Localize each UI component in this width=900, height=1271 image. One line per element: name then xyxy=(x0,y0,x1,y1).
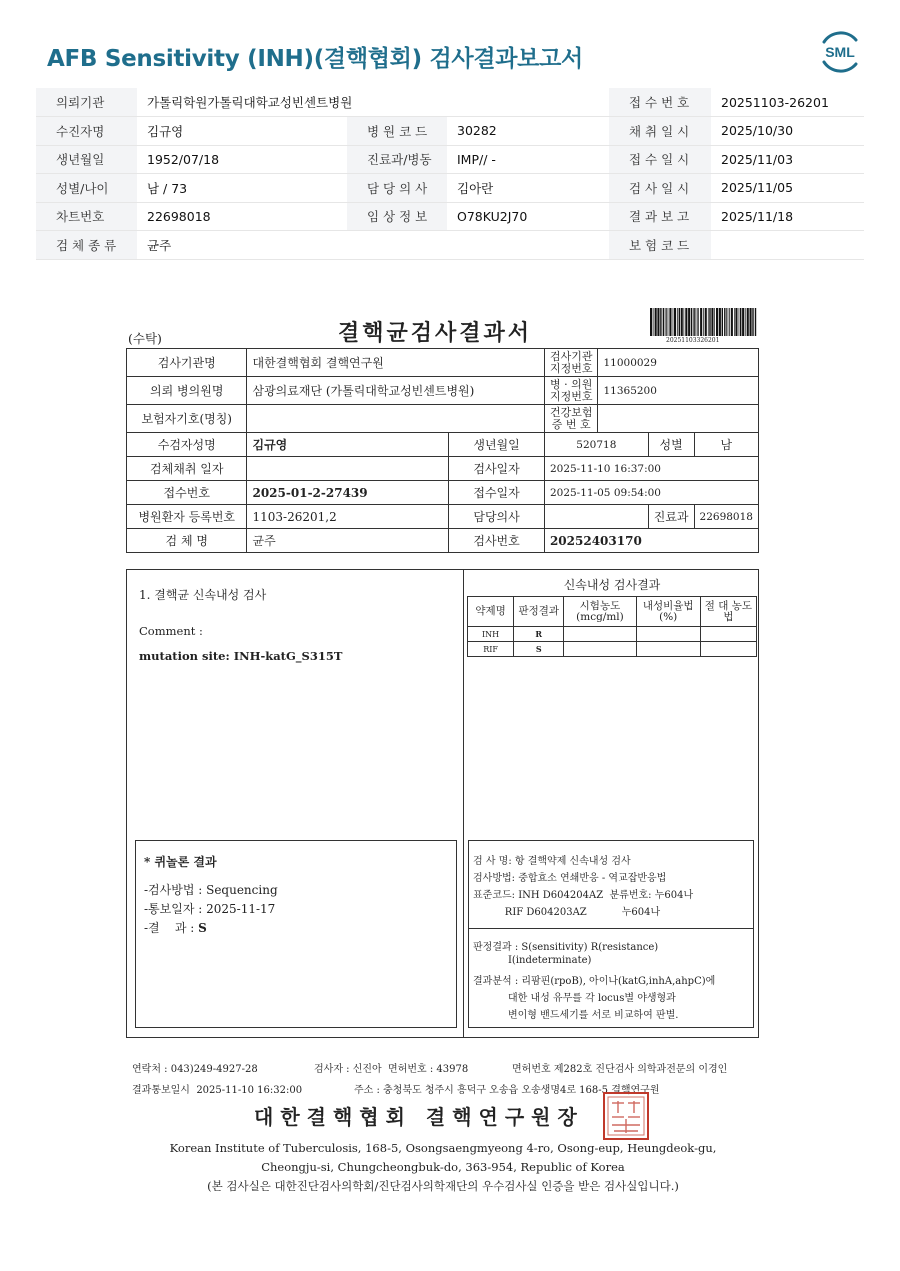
examiner: 검사자 : 신진아 면허번호 : 43978 xyxy=(314,1064,469,1075)
comment-label: Comment : xyxy=(139,624,203,638)
hdr-label: 접수번호 xyxy=(127,481,247,505)
left-panel xyxy=(127,570,462,1037)
result-body xyxy=(126,569,759,1038)
info-label: 보 험 코 드 xyxy=(609,231,711,260)
address: 주소 : 충청북도 청주시 흥덕구 오송읍 오송생명4로 168-5 결핵연구원 xyxy=(354,1085,660,1096)
info-value: 균주 xyxy=(137,231,609,260)
info-line: 검사방법: 중합효소 연쇄반응 - 역교잡반응법 xyxy=(473,873,667,884)
hdr-value: 22698018 xyxy=(694,505,758,529)
drug-name: RIF xyxy=(468,642,514,657)
hdr-value: 삼광의료재단 (가톨릭대학교성빈센트병원) xyxy=(247,377,544,405)
info-label: 담 당 의 사 xyxy=(347,174,447,203)
hdr-value xyxy=(598,405,759,433)
info-value: 2025/11/18 xyxy=(711,202,864,231)
table-row xyxy=(468,642,757,657)
table-row xyxy=(468,627,757,642)
susceptibility-table xyxy=(467,596,757,657)
drug-result: S xyxy=(514,642,564,657)
specialist: 면허번호 제282호 진단검사 의학과전문의 이경인 xyxy=(512,1064,728,1075)
info-label: 병 원 코 드 xyxy=(347,117,447,146)
method-info-box xyxy=(468,840,754,1028)
svg-text:SML: SML xyxy=(825,44,855,60)
info-row xyxy=(36,202,864,231)
info-row xyxy=(36,145,864,174)
info-label: 수진자명 xyxy=(36,117,137,146)
contact: 연락처 : 043)249-4927-28 xyxy=(132,1064,258,1075)
info-value xyxy=(711,231,864,260)
info-label: 임 상 정 보 xyxy=(347,202,447,231)
info-line: 판정결과 : S(sensitivity) R(resistance) xyxy=(473,942,659,953)
hdr-value: 520718 xyxy=(544,433,648,457)
info-value: 30282 xyxy=(447,117,609,146)
results-title: 신속내성 검사결과 xyxy=(563,578,661,592)
document-title: 결핵균검사결과서 xyxy=(338,320,533,346)
info-line: 변이형 밴드세기를 서로 비교하여 판별. xyxy=(473,1010,679,1021)
info-line: I(indeterminate) xyxy=(473,955,592,966)
hdr-value: 대한결핵협회 결핵연구원 xyxy=(247,349,544,377)
info-label: 검 체 종 류 xyxy=(36,231,137,260)
patient-info-table xyxy=(36,88,864,260)
patient-name: 김규영 xyxy=(247,433,449,457)
info-label: 진료과/병동 xyxy=(347,145,447,174)
info-label: 접 수 번 호 xyxy=(609,88,711,117)
info-value: 1952/07/18 xyxy=(137,145,347,174)
quinolone-method: -검사방법 : Sequencing xyxy=(144,883,278,897)
hdr-label: 접수일자 xyxy=(449,481,545,505)
drug-result: R xyxy=(514,627,564,642)
right-panel xyxy=(463,570,759,1037)
hdr-label: 의뢰 병의원명 xyxy=(127,377,247,405)
quinolone-date: -통보일자 : 2025-11-17 xyxy=(144,902,276,916)
hdr-label: 검사기관 지정번호 xyxy=(544,349,598,377)
hdr-label: 진료과 xyxy=(648,505,694,529)
info-line: 결과분석 : 리팜핀(rpoB), 아이나(katG,inhA,ahpC)에 xyxy=(473,976,716,987)
scanned-result-document xyxy=(126,306,760,1196)
english-address-line2: Cheongju-si, Chungcheongbuk-do, 363-954, Republic of Korea xyxy=(261,1160,625,1174)
hdr-label: 검사일자 xyxy=(449,457,545,481)
hdr-value xyxy=(544,505,648,529)
drug-name: INH xyxy=(468,627,514,642)
quinolone-result: -결 과 : S xyxy=(144,921,207,935)
hdr-label: 보험자기호(명칭) xyxy=(127,405,247,433)
test-number: 20252403170 xyxy=(544,529,758,553)
hdr-value: 2025-11-10 16:37:00 xyxy=(544,457,758,481)
info-label: 성별/나이 xyxy=(36,174,137,203)
barcode xyxy=(649,308,757,338)
report-title: AFB Sensitivity (INH)(결핵협회) 검사결과보고서 xyxy=(47,46,583,72)
hdr-label: 담당의사 xyxy=(449,505,545,529)
hdr-label: 검체채취 일자 xyxy=(127,457,247,481)
info-value: 김아란 xyxy=(447,174,609,203)
hdr-label: 검사번호 xyxy=(449,529,545,553)
english-address-line1: Korean Institute of Tuberculosis, 168-5, Osongsaengmyeong 4-ro, Osong-eup, Heungdeok-gu, xyxy=(169,1141,717,1155)
hdr-label: 수검자성명 xyxy=(127,433,247,457)
info-value: IMP// - xyxy=(447,145,609,174)
info-line: 대한 내성 유무를 각 locus별 야생형과 xyxy=(473,993,676,1004)
hdr-label: 검 체 명 xyxy=(127,529,247,553)
info-value: 2025/11/05 xyxy=(711,174,864,203)
col-header: 절 대 농도법 xyxy=(700,597,756,627)
info-label: 차트번호 xyxy=(36,202,137,231)
hdr-value: 균주 xyxy=(247,529,449,553)
notified-time: 결과통보일시 2025-11-10 16:32:00 xyxy=(132,1085,303,1096)
hdr-value: 11365200 xyxy=(598,377,759,405)
institute-name: 대한결핵협회 결핵연구원장 xyxy=(254,1105,584,1129)
info-row xyxy=(36,117,864,146)
hdr-label: 검사기관명 xyxy=(127,349,247,377)
section-title: 1. 결핵균 신속내성 검사 xyxy=(139,588,267,602)
seal-stamp xyxy=(602,1091,650,1141)
info-label: 결 과 보 고 xyxy=(609,202,711,231)
info-label: 접 수 일 시 xyxy=(609,145,711,174)
info-value: 20251103-26201 xyxy=(711,88,864,117)
info-value: O78KU2J70 xyxy=(447,202,609,231)
col-header: 시험농도(mcg/ml) xyxy=(564,597,636,627)
hdr-label: 건강보험 증 번 호 xyxy=(544,405,598,433)
barcode-number: 20251103326201 xyxy=(666,337,720,344)
hdr-value xyxy=(247,457,449,481)
hdr-label: 병원환자 등록번호 xyxy=(127,505,247,529)
hdr-value: 1103-26201,2 xyxy=(247,505,449,529)
info-row xyxy=(36,174,864,203)
col-header: 판정결과 xyxy=(514,597,564,627)
certification-note: (본 검사실은 대한진단검사의학회/진단검사의학재단의 우수검사실 인증을 받은 검사실입니다.) xyxy=(207,1179,679,1193)
info-label: 채 취 일 시 xyxy=(609,117,711,146)
hdr-value xyxy=(247,405,544,433)
info-value: 22698018 xyxy=(137,202,347,231)
info-row xyxy=(36,231,864,260)
info-label: 생년월일 xyxy=(36,145,137,174)
quinolone-box xyxy=(135,840,457,1028)
quinolone-title: * 퀴놀론 결과 xyxy=(144,855,217,869)
col-header: 내성비율법(%) xyxy=(636,597,700,627)
document-header-table xyxy=(126,348,759,553)
info-value: 남 / 73 xyxy=(137,174,347,203)
hdr-label: 병 · 의원 지정번호 xyxy=(544,377,598,405)
info-label: 검 사 일 시 xyxy=(609,174,711,203)
col-header: 약제명 xyxy=(468,597,514,627)
hdr-value: 남 xyxy=(694,433,758,457)
hdr-label: 생년월일 xyxy=(449,433,545,457)
info-label: 의뢰기관 xyxy=(36,88,137,117)
hdr-value: 11000029 xyxy=(598,349,759,377)
info-value: 가톨릭학원가톨릭대학교성빈센트병원 xyxy=(137,88,609,117)
hdr-label: 성별 xyxy=(648,433,694,457)
mutation-site: mutation site: INH-katG_S315T xyxy=(139,649,343,663)
info-line: 검 사 명: 항 결핵약제 신속내성 검사 xyxy=(473,856,631,867)
sml-logo xyxy=(816,28,864,74)
hdr-value: 2025-11-05 09:54:00 xyxy=(544,481,758,505)
info-row xyxy=(36,88,864,117)
info-value: 2025/11/03 xyxy=(711,145,864,174)
info-line: 표준코드: INH D604204AZ 분류번호: 누604나 xyxy=(473,890,694,901)
receipt-number: 2025-01-2-27439 xyxy=(247,481,449,505)
info-value: 김규영 xyxy=(137,117,347,146)
info-value: 2025/10/30 xyxy=(711,117,864,146)
consignment-label: (수탁) xyxy=(128,331,162,346)
info-line: RIF D604203AZ 누604나 xyxy=(473,907,661,918)
